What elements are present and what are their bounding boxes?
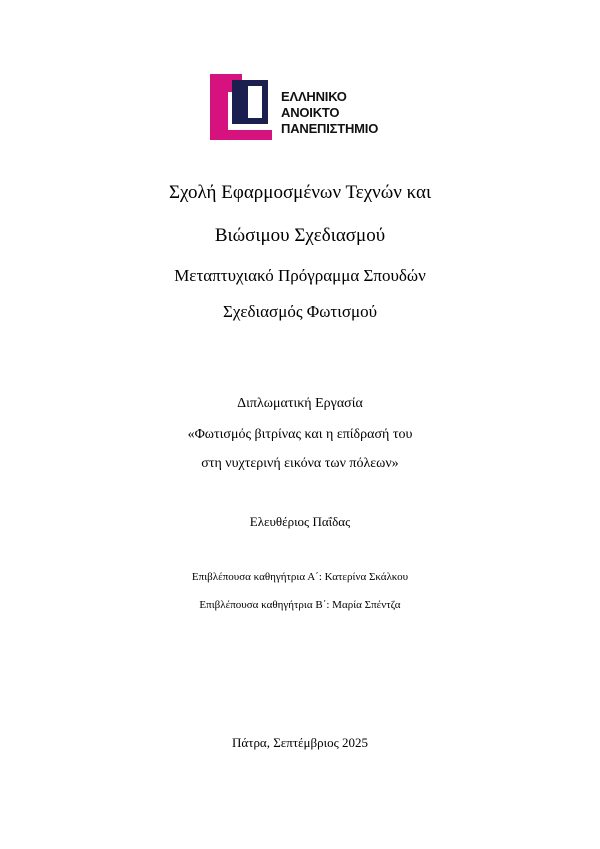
- program-name-line1: Μεταπτυχιακό Πρόγραμμα Σπουδών: [174, 266, 426, 285]
- university-logo-mark-icon: [208, 72, 274, 142]
- place-and-date: Πάτρα, Σεπτέμβριος 2025: [232, 735, 368, 750]
- logo-text-line3: ΠΑΝΕΠΙΣΤΗΜΙΟ: [281, 121, 379, 136]
- supervisor-a: Επιβλέπουσα καθηγήτρια Α΄: Κατερίνα Σκάλκου: [191, 571, 409, 583]
- university-logo: [208, 72, 398, 144]
- school-name-line1: Σχολή Εφαρμοσμένων Τεχνών και: [168, 182, 432, 203]
- logo-text-line1: ΕΛΛΗΝΙΚΟ: [281, 89, 347, 104]
- thesis-title-line1: «Φωτισμός βιτρίνας και η επίδρασή του: [187, 427, 413, 442]
- thesis-type: Διπλωματική Εργασία: [237, 396, 363, 411]
- author-name: Ελευθέριος Παΐδας: [249, 514, 351, 529]
- thesis-title-line2: στη νυχτερινή εικόνα των πόλεων»: [201, 456, 399, 471]
- supervisor-b: Επιβλέπουσα καθηγήτρια Β΄: Μαρία Σπέντζα: [199, 599, 401, 611]
- university-logo-text: [281, 89, 378, 137]
- school-name-line2: Βιώσιμου Σχεδιασμού: [214, 225, 386, 246]
- program-name-line2: Σχεδιασμός Φωτισμού: [222, 302, 378, 321]
- logo-text-line2: ΑΝΟΙΚΤΟ: [281, 105, 340, 120]
